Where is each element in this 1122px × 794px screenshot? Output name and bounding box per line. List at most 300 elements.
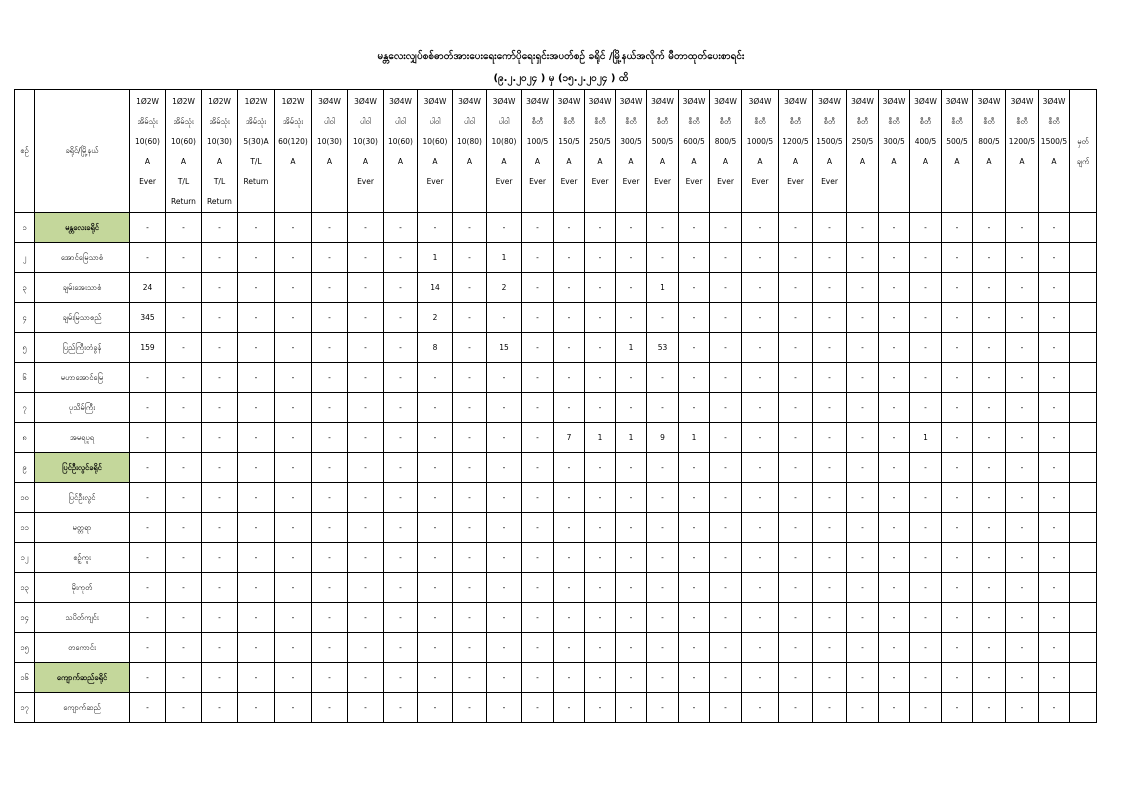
value-cell: -: [384, 333, 418, 363]
value-cell: -: [554, 213, 585, 243]
value-cell: -: [942, 633, 973, 663]
value-cell: -: [554, 603, 585, 633]
header-col-line: စီတီ: [951, 117, 963, 126]
value-cell: -: [238, 513, 275, 543]
header-col-23: [879, 90, 910, 213]
header-col-19: [742, 90, 779, 213]
value-cell: -: [275, 543, 312, 573]
header-col-line: စီတီ: [789, 117, 802, 126]
header-col-line: အိမ်သုံး: [282, 117, 304, 126]
header-col-line: Return: [243, 177, 269, 186]
value-cell: -: [742, 273, 779, 303]
header-col-line: A: [216, 157, 223, 166]
value-cell: -: [679, 303, 710, 333]
value-cell: -: [348, 603, 384, 633]
value-cell: -: [238, 393, 275, 423]
value-cell: -: [554, 483, 585, 513]
value-cell: -: [202, 393, 238, 423]
value-cell: -: [616, 483, 647, 513]
header-col-line: T/L: [250, 157, 262, 166]
value-cell: -: [813, 633, 847, 663]
value-cell: -: [742, 663, 779, 693]
value-cell: -: [710, 363, 742, 393]
value-cell: -: [384, 663, 418, 693]
value-cell: -: [166, 693, 202, 723]
value-cell: -: [847, 573, 879, 603]
value-cell: -: [847, 663, 879, 693]
value-cell: -: [910, 273, 942, 303]
value-cell: -: [312, 453, 348, 483]
value-cell: -: [166, 543, 202, 573]
value-cell: -: [312, 543, 348, 573]
value-cell: -: [312, 213, 348, 243]
value-cell: -: [348, 243, 384, 273]
value-cell: -: [166, 513, 202, 543]
value-cell: -: [679, 573, 710, 603]
row-number: ၃: [15, 273, 35, 303]
value-cell: -: [1039, 453, 1070, 483]
row-number: ၁၂: [15, 543, 35, 573]
header-col-line: 3Ø4W: [557, 97, 581, 106]
value-cell: -: [453, 513, 487, 543]
header-remark: [1070, 90, 1097, 213]
value-cell: -: [312, 393, 348, 423]
value-cell: -: [275, 603, 312, 633]
township-name: ချမ်းမြသာစည်: [35, 303, 130, 333]
header-col-8: [384, 90, 418, 213]
header-col-line: 3Ø4W: [818, 97, 841, 106]
value-cell: -: [710, 543, 742, 573]
header-col-line: 1200/5: [1008, 137, 1036, 146]
value-cell: -: [238, 423, 275, 453]
row-number: ၁၆: [15, 663, 35, 693]
value-cell: -: [130, 513, 166, 543]
value-cell: -: [166, 453, 202, 483]
value-cell: -: [585, 513, 616, 543]
header-remark-label: မှတ် ချက်: [1076, 137, 1090, 166]
value-cell: -: [522, 363, 554, 393]
township-row: [15, 423, 1097, 453]
value-cell: -: [942, 423, 973, 453]
value-cell: -: [585, 363, 616, 393]
value-cell: -: [942, 693, 973, 723]
header-col-line: Ever: [751, 177, 769, 186]
value-cell: -: [813, 303, 847, 333]
header-col-line: 800/5: [714, 137, 737, 146]
header-col-line: A: [1019, 157, 1025, 166]
value-cell: 345: [130, 303, 166, 333]
value-cell: -: [710, 633, 742, 663]
value-cell: -: [1006, 363, 1039, 393]
value-cell: -: [616, 513, 647, 543]
value-cell: -: [275, 213, 312, 243]
value-cell: -: [384, 543, 418, 573]
value-cell: -: [879, 513, 910, 543]
header-col-line: 3Ø4W: [458, 97, 481, 106]
value-cell: -: [554, 573, 585, 603]
value-cell: -: [679, 483, 710, 513]
value-cell: -: [166, 303, 202, 333]
header-col-line: 3Ø4W: [651, 97, 674, 106]
township-row: [15, 393, 1097, 423]
value-cell: -: [973, 483, 1006, 513]
header-col-line: A: [180, 157, 187, 166]
value-cell: -: [1006, 693, 1039, 723]
value-cell: -: [487, 363, 522, 393]
value-cell: 1: [647, 273, 679, 303]
value-cell: -: [384, 573, 418, 603]
header-col-line: 10(30): [317, 137, 342, 146]
value-cell: -: [973, 453, 1006, 483]
header-col-line: Ever: [787, 177, 804, 186]
value-cell: -: [942, 573, 973, 603]
value-cell: -: [813, 273, 847, 303]
value-cell: -: [710, 483, 742, 513]
township-name: မတ္တရာ: [35, 513, 130, 543]
value-cell: -: [348, 633, 384, 663]
value-cell: -: [742, 603, 779, 633]
value-cell: -: [879, 483, 910, 513]
value-cell: -: [238, 573, 275, 603]
remark-cell: [1070, 243, 1097, 273]
value-cell: -: [312, 423, 348, 453]
township-name: ပုသိမ်ကြီး: [35, 393, 130, 423]
value-cell: -: [275, 573, 312, 603]
value-cell: -: [813, 483, 847, 513]
value-cell: -: [166, 663, 202, 693]
header-col-line: 3Ø4W: [914, 97, 937, 106]
value-cell: -: [238, 543, 275, 573]
value-cell: -: [585, 303, 616, 333]
value-cell: -: [384, 633, 418, 663]
value-cell: -: [130, 453, 166, 483]
header-col-line: 3Ø4W: [945, 97, 969, 106]
value-cell: -: [130, 663, 166, 693]
value-cell: -: [384, 693, 418, 723]
value-cell: -: [616, 453, 647, 483]
township-row: [15, 603, 1097, 633]
value-cell: -: [879, 273, 910, 303]
value-cell: -: [585, 633, 616, 663]
value-cell: -: [522, 333, 554, 363]
header-col-line: 1Ø2W: [172, 97, 195, 106]
header-col-line: A: [922, 157, 929, 166]
header-col-line: A: [290, 157, 296, 166]
header-col-line: A: [566, 157, 572, 166]
header-col-line: စီတီ: [856, 117, 869, 126]
value-cell: -: [166, 393, 202, 423]
value-cell: -: [910, 603, 942, 633]
value-cell: -: [879, 393, 910, 423]
value-cell: -: [554, 393, 585, 423]
value-cell: -: [973, 663, 1006, 693]
header-col-line: A: [986, 157, 992, 166]
row-number: ၂: [15, 243, 35, 273]
value-cell: -: [166, 243, 202, 273]
value-cell: -: [879, 303, 910, 333]
value-cell: -: [813, 213, 847, 243]
value-cell: -: [742, 303, 779, 333]
district-name: မန္တလေးခရိုင်: [35, 213, 130, 243]
header-col-28: [1039, 90, 1070, 213]
header-col-line: A: [891, 157, 897, 166]
value-cell: -: [275, 453, 312, 483]
header-col-16: [647, 90, 679, 213]
value-cell: -: [312, 513, 348, 543]
header-col-line: 3Ø4W: [1010, 97, 1034, 106]
value-cell: -: [384, 423, 418, 453]
value-cell: -: [647, 243, 679, 273]
value-cell: -: [910, 303, 942, 333]
value-cell: -: [742, 393, 779, 423]
value-cell: -: [847, 453, 879, 483]
value-cell: -: [522, 213, 554, 243]
value-cell: -: [647, 213, 679, 243]
row-number: ၁၁: [15, 513, 35, 543]
remark-cell: [1070, 393, 1097, 423]
value-cell: -: [742, 333, 779, 363]
header-col-18: [710, 90, 742, 213]
value-cell: -: [647, 453, 679, 483]
row-number: ၆: [15, 363, 35, 393]
value-cell: -: [202, 423, 238, 453]
value-cell: -: [202, 633, 238, 663]
value-cell: -: [942, 663, 973, 693]
value-cell: -: [238, 303, 275, 333]
value-cell: -: [453, 693, 487, 723]
value-cell: -: [418, 513, 453, 543]
value-cell: -: [616, 693, 647, 723]
header-col-line: T/L: [213, 177, 226, 186]
value-cell: -: [585, 543, 616, 573]
value-cell: -: [813, 363, 847, 393]
value-cell: -: [554, 363, 585, 393]
value-cell: -: [238, 213, 275, 243]
value-cell: -: [616, 303, 647, 333]
header-col-line: A: [792, 157, 799, 166]
value-cell: -: [130, 393, 166, 423]
value-cell: -: [973, 243, 1006, 273]
value-cell: -: [910, 693, 942, 723]
value-cell: -: [813, 603, 847, 633]
value-cell: -: [202, 513, 238, 543]
value-cell: -: [1039, 603, 1070, 633]
value-cell: -: [647, 483, 679, 513]
value-cell: -: [942, 303, 973, 333]
township-row: [15, 303, 1097, 333]
district-row: [15, 213, 1097, 243]
value-cell: -: [879, 423, 910, 453]
value-cell: -: [275, 273, 312, 303]
header-col-line: A: [466, 157, 473, 166]
township-row: [15, 273, 1097, 303]
value-cell: -: [847, 243, 879, 273]
value-cell: -: [942, 453, 973, 483]
value-cell: -: [779, 303, 813, 333]
township-row: [15, 333, 1097, 363]
value-cell: -: [779, 393, 813, 423]
remark-cell: [1070, 363, 1097, 393]
value-cell: -: [275, 243, 312, 273]
header-col-line: 3Ø4W: [354, 97, 377, 106]
header-col-line: Return: [171, 197, 196, 206]
value-cell: -: [384, 243, 418, 273]
header-col-line: 100/5: [526, 137, 549, 146]
value-cell: -: [166, 633, 202, 663]
value-cell: -: [910, 213, 942, 243]
value-cell: -: [679, 363, 710, 393]
header-col-line: စီတီ: [563, 117, 575, 126]
header-col-line: Ever: [591, 177, 609, 186]
value-cell: -: [779, 663, 813, 693]
header-col-5: [275, 90, 312, 213]
value-cell: -: [1006, 453, 1039, 483]
value-cell: -: [616, 633, 647, 663]
remark-cell: [1070, 213, 1097, 243]
header-col-line: အိမ်သုံး: [245, 117, 267, 126]
value-cell: 24: [130, 273, 166, 303]
value-cell: -: [166, 273, 202, 303]
value-cell: -: [879, 243, 910, 273]
header-col-2: [166, 90, 202, 213]
value-cell: -: [1006, 633, 1039, 663]
value-cell: -: [453, 423, 487, 453]
value-cell: -: [1039, 303, 1070, 333]
value-cell: -: [879, 333, 910, 363]
header-col-22: [847, 90, 879, 213]
header-col-line: A: [144, 157, 151, 166]
value-cell: -: [616, 603, 647, 633]
value-cell: -: [384, 393, 418, 423]
header-col-line: စီတီ: [1048, 117, 1060, 126]
remark-cell: [1070, 483, 1097, 513]
header-col-27: [1006, 90, 1039, 213]
value-cell: -: [742, 213, 779, 243]
value-cell: -: [647, 393, 679, 423]
header-col-12: [522, 90, 554, 213]
header-col-line: စီတီ: [719, 117, 732, 126]
value-cell: -: [453, 303, 487, 333]
header-no: စဉ်: [15, 90, 35, 213]
row-number: ၄: [15, 303, 35, 333]
header-col-13: [554, 90, 585, 213]
value-cell: -: [554, 453, 585, 483]
report-date-range: (၉.၂.၂၀၂၄ ) မှ (၁၅.၂.၂၀၂၄ ) ထိ: [493, 73, 629, 84]
value-cell: -: [942, 393, 973, 423]
value-cell: -: [742, 243, 779, 273]
value-cell: 159: [130, 333, 166, 363]
value-cell: -: [585, 273, 616, 303]
header-col-line: 10(60): [422, 137, 448, 146]
value-cell: -: [554, 663, 585, 693]
value-cell: -: [384, 273, 418, 303]
value-cell: -: [847, 633, 879, 663]
value-cell: -: [1039, 213, 1070, 243]
value-cell: -: [522, 303, 554, 333]
header-col-line: Ever: [560, 177, 578, 186]
header-col-line: ပါဝါ: [429, 117, 441, 126]
value-cell: -: [1039, 243, 1070, 273]
header-col-21: [813, 90, 847, 213]
header-col-line: 800/5: [978, 137, 1000, 146]
value-cell: -: [348, 693, 384, 723]
value-cell: -: [312, 663, 348, 693]
value-cell: -: [813, 663, 847, 693]
value-cell: -: [1006, 303, 1039, 333]
value-cell: -: [202, 363, 238, 393]
value-cell: -: [910, 393, 942, 423]
value-cell: -: [312, 333, 348, 363]
remark-cell: [1070, 303, 1097, 333]
value-cell: -: [1006, 423, 1039, 453]
value-cell: -: [130, 603, 166, 633]
value-cell: -: [710, 273, 742, 303]
value-cell: -: [453, 603, 487, 633]
value-cell: -: [942, 213, 973, 243]
value-cell: -: [813, 453, 847, 483]
value-cell: -: [1006, 573, 1039, 603]
value-cell: -: [238, 663, 275, 693]
value-cell: -: [130, 363, 166, 393]
value-cell: -: [779, 513, 813, 543]
value-cell: -: [710, 573, 742, 603]
township-name: အောင်မြေသာစံ: [35, 243, 130, 273]
header-col-line: A: [362, 157, 369, 166]
header-col-line: Ever: [821, 177, 838, 186]
row-number: ၉: [15, 453, 35, 483]
township-row: [15, 543, 1097, 573]
header-col-line: A: [397, 157, 404, 166]
value-cell: -: [585, 333, 616, 363]
value-cell: -: [312, 363, 348, 393]
value-cell: -: [522, 273, 554, 303]
value-cell: -: [384, 513, 418, 543]
value-cell: -: [973, 303, 1006, 333]
value-cell: -: [647, 573, 679, 603]
value-cell: -: [166, 333, 202, 363]
district-row: [15, 453, 1097, 483]
value-cell: -: [487, 453, 522, 483]
value-cell: -: [710, 213, 742, 243]
value-cell: -: [742, 423, 779, 453]
value-cell: -: [166, 213, 202, 243]
value-cell: -: [453, 213, 487, 243]
value-cell: -: [847, 303, 879, 333]
value-cell: -: [1006, 243, 1039, 273]
header-col-line: 300/5: [620, 137, 642, 146]
header-col-line: 300/5: [883, 137, 905, 146]
value-cell: -: [1006, 513, 1039, 543]
header-col-line: 3Ø4W: [389, 97, 412, 106]
header-col-line: A: [432, 157, 438, 166]
value-cell: -: [166, 483, 202, 513]
row-number: ၁၅: [15, 633, 35, 663]
header-col-line: စီတီ: [888, 117, 900, 126]
value-cell: -: [679, 513, 710, 543]
value-cell: -: [312, 633, 348, 663]
value-cell: -: [973, 333, 1006, 363]
value-cell: -: [202, 483, 238, 513]
header-col-line: Ever: [495, 177, 513, 186]
value-cell: -: [348, 573, 384, 603]
value-cell: -: [1039, 633, 1070, 663]
header-col-7: [348, 90, 384, 213]
township-name: ကျောက်ဆည်: [35, 693, 130, 723]
value-cell: -: [202, 273, 238, 303]
value-cell: -: [522, 453, 554, 483]
header-col-line: စီတီ: [1016, 117, 1028, 126]
header-col-line: Ever: [685, 177, 703, 186]
